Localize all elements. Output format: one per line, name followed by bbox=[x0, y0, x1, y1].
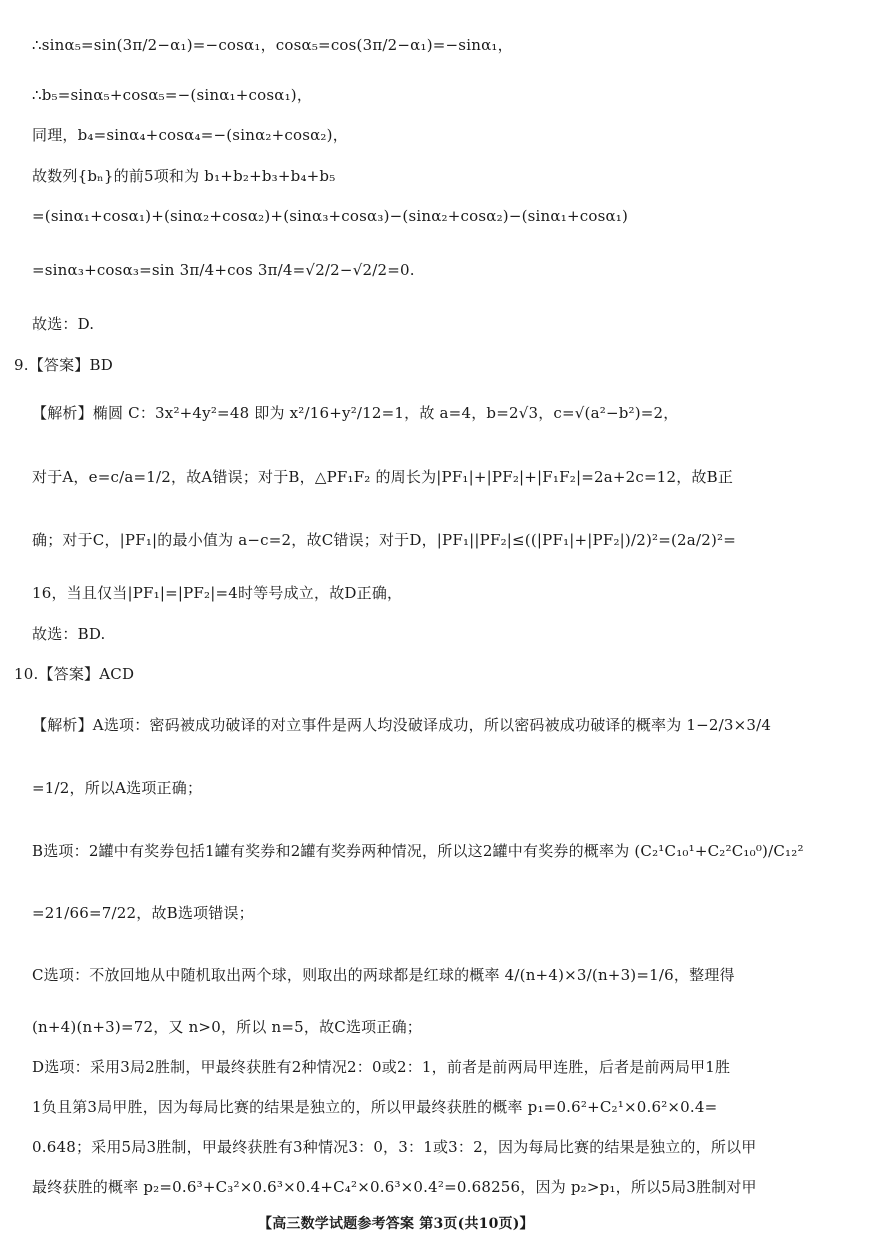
text-line: 0.648；采用5局3胜制，甲最终获胜有3种情况3：0，3：1或3：2，因为每局比赛的结果是独立的，所以甲 bbox=[32, 1138, 757, 1156]
text-line: 对于A，e=c/a=1/2，故A错误；对于B，△PF₁F₂ 的周长为|PF₁|+|PF₂|+|F₁F₂|=2a+2c=12，故B正 bbox=[32, 468, 734, 486]
text-line: (n+4)(n+3)=72，又 n>0，所以 n=5，故C选项正确； bbox=[32, 1018, 422, 1036]
text-line: C选项：不放回地从中随机取出两个球，则取出的两球都是红球的概率 4/(n+4)×3/(n+3)=1/6，整理得 bbox=[32, 966, 735, 984]
text-line: 16，当且仅当|PF₁|=|PF₂|=4时等号成立，故D正确， bbox=[32, 584, 403, 602]
text-line: 故选：D. bbox=[32, 315, 95, 333]
text-line: =21/66=7/22，故B选项错误； bbox=[32, 904, 254, 922]
text-line: 1负且第3局甲胜，因为每局比赛的结果是独立的，所以甲最终获胜的概率 p₁=0.6²+C₂¹×0.6²×0.4= bbox=[32, 1098, 718, 1116]
text-line: ∴sinα₅=sin(3π/2−α₁)=−cosα₁，cosα₅=cos(3π/2−α₁)=−sinα₁， bbox=[32, 36, 513, 54]
answer-heading: 9.【答案】BD bbox=[14, 356, 113, 374]
text-line: 最终获胜的概率 p₂=0.6³+C₃²×0.6³×0.4+C₄²×0.6³×0.4²=0.68256，因为 p₂>p₁，所以5局3胜制对甲 bbox=[32, 1178, 757, 1196]
text-line: D选项：采用3局2胜制，甲最终获胜有2种情况2：0或2：1，前者是前两局甲连胜，后者是前两局甲1胜 bbox=[32, 1058, 731, 1076]
text-line: =1/2，所以A选项正确； bbox=[32, 779, 203, 797]
text-line: ∴b₅=sinα₅+cosα₅=−(sinα₁+cosα₁)， bbox=[32, 86, 313, 104]
text-line: 确；对于C，|PF₁|的最小值为 a−c=2，故C错误；对于D，|PF₁||PF₂|≤((|PF₁|+|PF₂|)/2)²=(2a/2)²= bbox=[32, 531, 736, 549]
answer-heading: 10.【答案】ACD bbox=[14, 665, 135, 683]
text-line: 【解析】椭圆 C：3x²+4y²=48 即为 x²/16+y²/12=1，故 a=4，b=2√3，c=√(a²−b²)=2， bbox=[32, 404, 679, 422]
text-line: =(sinα₁+cosα₁)+(sinα₂+cosα₂)+(sinα₃+cosα₃)−(sinα₂+cosα₂)−(sinα₁+cosα₁) bbox=[32, 207, 629, 225]
page-footer: 【高三数学试题参考答案 第3页(共10页)】 bbox=[258, 1216, 534, 1232]
text-line: =sinα₃+cosα₃=sin 3π/4+cos 3π/4=√2/2−√2/2=0. bbox=[32, 261, 415, 279]
text-line: 【解析】A选项：密码被成功破译的对立事件是两人均没破译成功，所以密码被成功破译的概率为 1−2/3×3/4 bbox=[32, 716, 772, 734]
text-line: 同理，b₄=sinα₄+cosα₄=−(sinα₂+cosα₂)， bbox=[32, 126, 348, 144]
text-line: B选项：2罐中有奖券包括1罐有奖券和2罐有奖券两种情况，所以这2罐中有奖券的概率为 (C₂¹C₁₀¹+C₂²C₁₀⁰)/C₁₂² bbox=[32, 842, 804, 860]
text-line: 故数列{bₙ}的前5项和为 b₁+b₂+b₃+b₄+b₅ bbox=[32, 167, 336, 185]
text-line: 故选：BD. bbox=[32, 625, 106, 643]
